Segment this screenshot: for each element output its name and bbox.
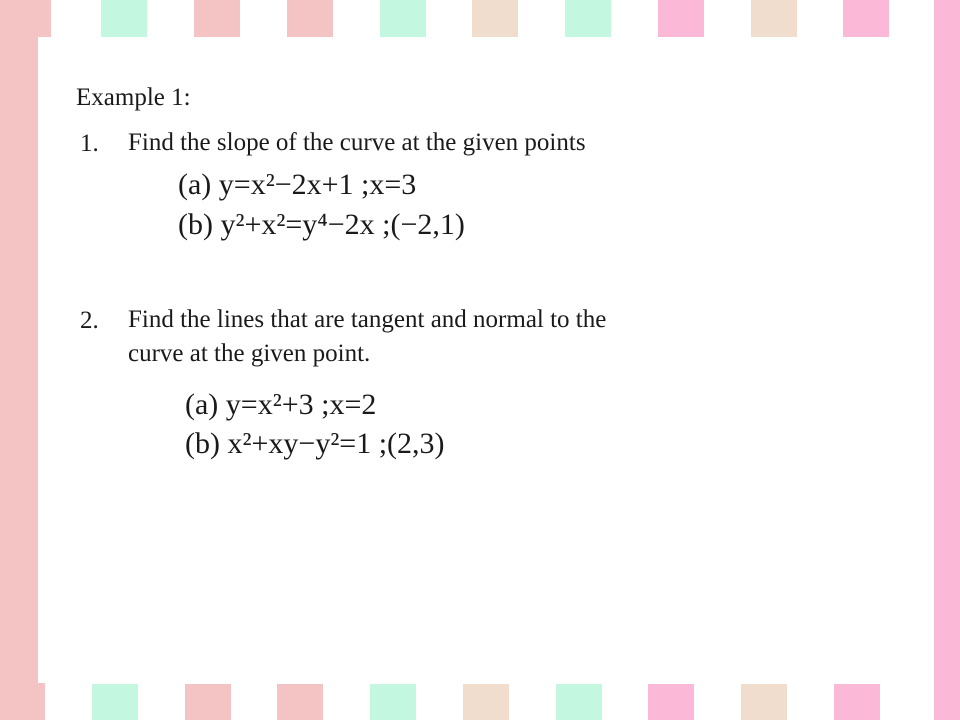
top-border-swatch [5,0,51,37]
left-border-corner [0,683,45,720]
top-border-swatch [565,0,611,37]
bottom-border-swatch [556,684,602,720]
top-border-swatch [658,0,704,37]
formula-line: (a) y=x²+3 ;x=2 [185,388,377,421]
bottom-border-swatch [834,684,880,720]
bottom-border-swatch [92,684,138,720]
bottom-border-swatch [185,684,231,720]
top-border-swatch [194,0,240,37]
item-text: Find the slope of the curve at the given points [128,129,586,156]
bottom-border-swatch [370,684,416,720]
formula-line: (a) y=x²−2x+1 ;x=3 [178,168,417,201]
formula-line: (b) y²+x²=y⁴−2x ;(−2,1) [178,208,465,241]
item-text-line: Find the lines that are tangent and normal to the [128,306,607,333]
example-heading: Example 1: [76,84,191,111]
top-border-swatch [843,0,889,37]
item-text-line: curve at the given point. [128,340,371,367]
left-border-stripe [0,0,38,720]
bottom-border-swatch [648,684,694,720]
top-border-swatch [380,0,426,37]
bottom-border-swatch [277,684,323,720]
item-number: 1. [80,130,99,157]
item-number: 2. [80,307,99,334]
top-border-swatch [101,0,147,37]
formula-line: (b) x²+xy−y²=1 ;(2,3) [185,427,445,460]
top-border-swatch [287,0,333,37]
bottom-border-swatch [741,684,787,720]
top-border-swatch [751,0,797,37]
item-text [128,303,606,371]
top-border-swatch [472,0,518,37]
bottom-border-swatch [463,684,509,720]
right-border-stripe [934,0,960,720]
